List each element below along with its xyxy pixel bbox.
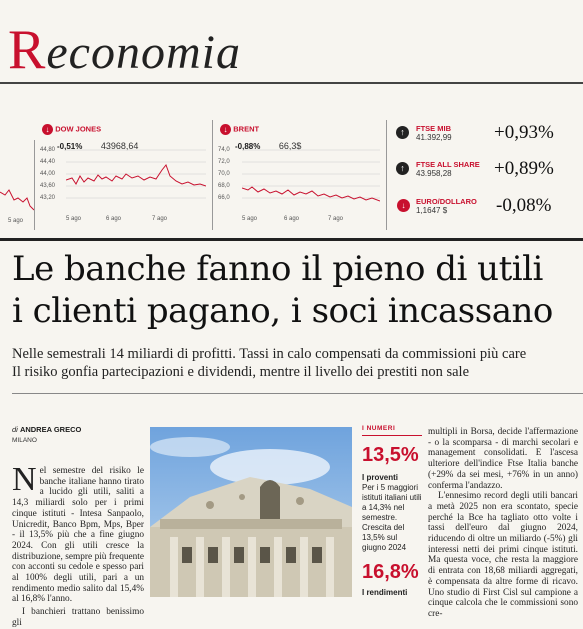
article-column-3 — [428, 427, 578, 620]
headline-line-2: i clienti pagano, i soci incassano — [12, 291, 553, 331]
brent-change: -0,88% — [235, 142, 261, 151]
brent-series-line — [242, 187, 380, 201]
brent-y-tick: 66,0 — [218, 195, 230, 201]
index-change: -0,08% — [496, 195, 552, 216]
masthead-rule — [0, 82, 583, 84]
masthead-initial: R — [8, 19, 47, 81]
article-subheadline — [12, 345, 526, 381]
arrow-down-icon: ↓ — [42, 124, 53, 135]
dow-x-tick: 5 ago — [66, 216, 82, 222]
byline-prefix: di — [12, 425, 18, 434]
brent-y-tick: 68,0 — [218, 183, 230, 189]
column-1-paragraph-1: el semestre del risiko le banche italiane hanno tirato a lucido gli utili, saliti a 14,3 miliardi solo per i primi cinque istituti - Intesa Sanpaolo, Unicredit, Banco Bpm, Mps, Bper - il 13,5% più che a fine giugno 2024. Con gli utili cresce la distribuzione, sempre più frequente con acconti su cedole e spesso pari al 100% degli utili, pari a un rendimento medio salito dal 15,4% al 16,8% l'anno. — [12, 466, 144, 605]
article-rule — [12, 393, 583, 394]
stat-2-value: 16,8% — [362, 561, 419, 583]
dow-y-tick: 43,60 — [40, 183, 56, 189]
numbers-box — [362, 425, 422, 598]
byline — [12, 425, 81, 434]
headline-line-1: Le banche fanno il pieno di utili — [12, 249, 543, 289]
dow-x-tick: 7 ago — [152, 216, 168, 222]
brent-y-tick: 72,0 — [218, 159, 230, 165]
article-column-1 — [12, 461, 144, 629]
building-photo — [150, 427, 352, 597]
dow-x-tick: 6 ago — [106, 216, 122, 222]
dow-y-axis — [40, 147, 66, 207]
dow-y-tick: 44,80 — [40, 147, 56, 153]
brent-y-tick: 70,0 — [218, 171, 230, 177]
stat-1-label: I proventi — [362, 473, 399, 482]
numbers-title: I NUMERI — [362, 425, 396, 432]
column-1-paragraph-2: I banchieri trattano benissimo gli — [12, 607, 144, 628]
left-chart-panel — [0, 140, 35, 230]
dow-y-tick: 44,40 — [40, 159, 56, 165]
column-3-paragraph-1: multipli in Borsa, decide l'affermazione - o la scomparsa - di marchi secolari e management consolidati. E l'ascesa ulteriore dell'indice Ftse Italia banche (+29% da sei mesi, +76% in un anno) conferma l'andazzo. — [428, 427, 578, 491]
stat-1-value: 13,5% — [362, 444, 419, 466]
index-change: +0,89% — [494, 158, 554, 179]
dow-header — [42, 124, 101, 135]
brent-y-tick: 74,0 — [218, 147, 230, 153]
dow-y-tick: 44,00 — [40, 171, 56, 177]
index-name: EURO/DOLLARO — [416, 197, 477, 206]
arrow-up-icon: ↑ — [396, 126, 409, 139]
left-chart-line — [0, 140, 34, 215]
author-name: ANDREA GRECO — [19, 425, 82, 434]
index-value: 43.958,28 — [416, 169, 452, 178]
brent-x-tick: 5 ago — [242, 216, 258, 222]
dropcap: N — [12, 461, 37, 498]
stat-1-text: Per i 5 maggiori istituti italiani utili a 14,3% nel semestre. Crescita del 13,5% sul giugno 2024 — [362, 483, 422, 552]
brent-y-axis — [218, 147, 244, 207]
dow-change: -0,51% — [57, 142, 83, 151]
brent-header — [220, 124, 259, 135]
dow-series-line — [66, 165, 206, 186]
stat-2-label: I rendimenti — [362, 588, 408, 597]
index-name: FTSE ALL SHARE — [416, 160, 480, 169]
dow-jones-panel — [36, 120, 213, 230]
dow-y-tick: 43,20 — [40, 195, 56, 201]
arrow-down-icon: ↓ — [220, 124, 231, 135]
brent-x-tick: 6 ago — [284, 216, 300, 222]
dow-name: DOW JONES — [55, 124, 102, 134]
dow-value: 43968,64 — [100, 141, 139, 151]
brent-value: 66,3$ — [278, 141, 302, 151]
left-chart-x-tick: 5 ago — [8, 218, 24, 224]
subheadline-line-1: Nelle semestrali 14 miliardi di profitti. Tassi in calo compensati da commissioni più care — [12, 346, 527, 362]
brent-x-tick: 7 ago — [328, 216, 344, 222]
column-3-paragraph-2: L'ennesimo record degli utili bancari a metà 2025 non era scontato, specie perché la Bce ha tagliato otto volte i tassi dell'euro dal giugno 2024, riducendo di oltre un miliardo (-5%) gli interessi netti dei primi cinque istituti. Ma questa voce, che resta la maggiore di entrata con 18,68 miliardi aggregati, è compensata da altre forme di ricavo. Uno studio di First Cisl sul campione a cinque calcola che le commissioni sono cre- — [428, 491, 578, 619]
article-headline — [12, 248, 553, 332]
brent-panel — [214, 120, 387, 230]
dateline-city: MILANO — [12, 437, 37, 444]
index-change: +0,93% — [494, 122, 554, 143]
masthead-title — [8, 18, 241, 82]
brent-name: BRENT — [233, 124, 260, 134]
brent-chart — [242, 148, 380, 212]
index-name: FTSE MIB — [416, 124, 451, 133]
arrow-down-icon: ↓ — [397, 199, 410, 212]
section-rule — [0, 238, 583, 241]
index-value: 1,1647 $ — [416, 206, 448, 215]
numbers-rule — [362, 435, 422, 436]
dow-chart — [66, 148, 206, 212]
photo-illustration — [150, 427, 352, 597]
arrow-up-icon: ↑ — [396, 162, 409, 175]
index-value: 41.392,99 — [416, 133, 452, 142]
subheadline-line-2: Il risiko gonfia partecipazioni e dividendi, mentre il livello dei prestiti non sale — [12, 364, 470, 380]
masthead-rest: economia — [46, 26, 241, 79]
